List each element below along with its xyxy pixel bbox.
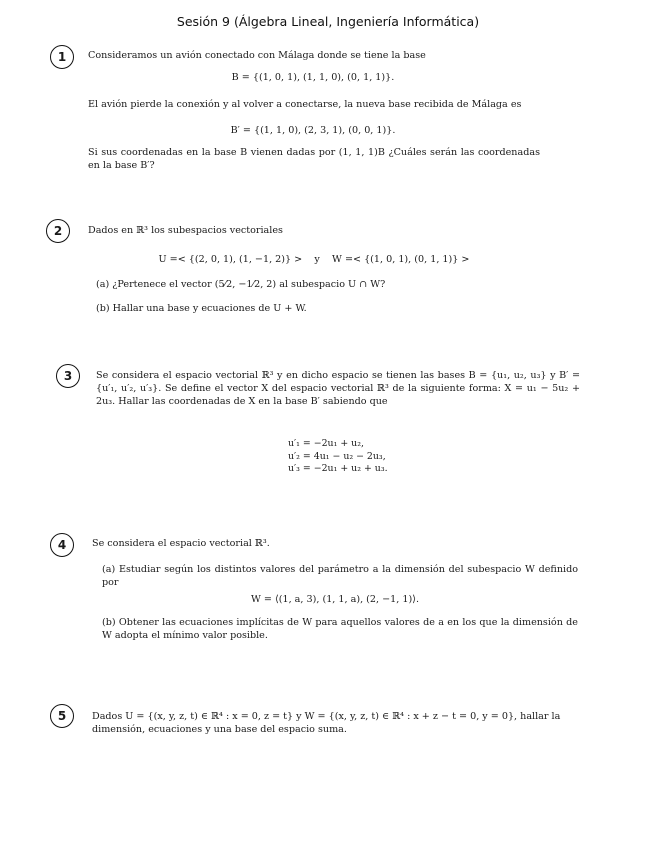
exercise-number-5: 5 bbox=[50, 704, 74, 728]
exercise-number-2: 2 bbox=[46, 219, 70, 243]
exercise-2-intro: Dados en ℝ³ los subespacios vectoriales bbox=[88, 225, 283, 236]
page-title: Sesión 9 (Álgebra Lineal, Ingeniería Informática) bbox=[176, 14, 480, 29]
exercise-1-text-3: Si sus coordenadas en la base B vienen dadas por (1, 1, 1)B ¿Cuáles serán las coordenadas en la base B′? bbox=[88, 147, 540, 171]
exercise-1-intro: Consideramos un avión conectado con Málaga donde se tiene la base bbox=[88, 50, 426, 61]
exercise-1-text-2: El avión pierde la conexión y al volver a conectarse, la nueva base recibida de Málaga es bbox=[88, 99, 522, 110]
exercise-4-formula: W = ⟨(1, a, 3), (1, 1, a), (2, −1, 1)⟩. bbox=[251, 594, 419, 605]
exercise-3-eq-1: u′₁ = −2u₁ + u₂, bbox=[288, 438, 364, 449]
exercise-number-1: 1 bbox=[50, 45, 74, 69]
exercise-3-eq-2: u′₂ = 4u₁ − u₂ − 2u₃, bbox=[288, 450, 386, 462]
exercise-1-formula-1: B = {(1, 0, 1), (1, 1, 0), (0, 1, 1)}. bbox=[231, 72, 395, 83]
exercise-number-4: 4 bbox=[50, 533, 74, 557]
exercise-3-text: Se considera el espacio vectorial ℝ³ y en dicho espacio se tienen las bases B = {u₁, u₂, u₃} y B′ = {u′₁, u′₂, u′₃}. Se define el vector X del espacio vectorial ℝ³ de la siguiente forma: X = u₁ − 5u₂ + 2u₃. Hallar las coordenadas de X en la base B′ sabiendo que bbox=[96, 370, 580, 407]
exercise-1-formula-2: B′ = {(1, 1, 0), (2, 3, 1), (0, 0, 1)}. bbox=[230, 125, 396, 136]
exercise-3-eq-3: u′₃ = −2u₁ + u₂ + u₃. bbox=[288, 463, 388, 474]
exercise-4-intro: Se considera el espacio vectorial ℝ³. bbox=[92, 538, 270, 549]
exercise-number-3: 3 bbox=[56, 364, 80, 388]
exercise-4-item-a: (a) Estudiar según los distintos valores del parámetro a la dimensión del subespacio W definido por bbox=[102, 564, 578, 588]
exercise-2-formula: U =< {(2, 0, 1), (1, −1, 2)} > y W =< {(1, 0, 1), (0, 1, 1)} > bbox=[158, 254, 470, 265]
exercise-2-item-a: (a) ¿Pertenece el vector (5⁄2, −1⁄2, 2) al subespacio U ∩ W? bbox=[96, 279, 386, 290]
exercise-4-item-b: (b) Obtener las ecuaciones implícitas de W para aquellos valores de a en los que la dimensión de W adopta el mínimo valor posible. bbox=[102, 617, 578, 641]
exercise-2-item-b: (b) Hallar una base y ecuaciones de U + W. bbox=[96, 303, 307, 314]
exercise-5-text: Dados U = {(x, y, z, t) ∈ ℝ⁴ : x = 0, z = t} y W = {(x, y, z, t) ∈ ℝ⁴ : x + z − t = 0, y = 0}, hallar la dimensión, ecuaciones y una base del espacio suma. bbox=[92, 711, 561, 735]
exercise-3-equations bbox=[288, 438, 388, 476]
